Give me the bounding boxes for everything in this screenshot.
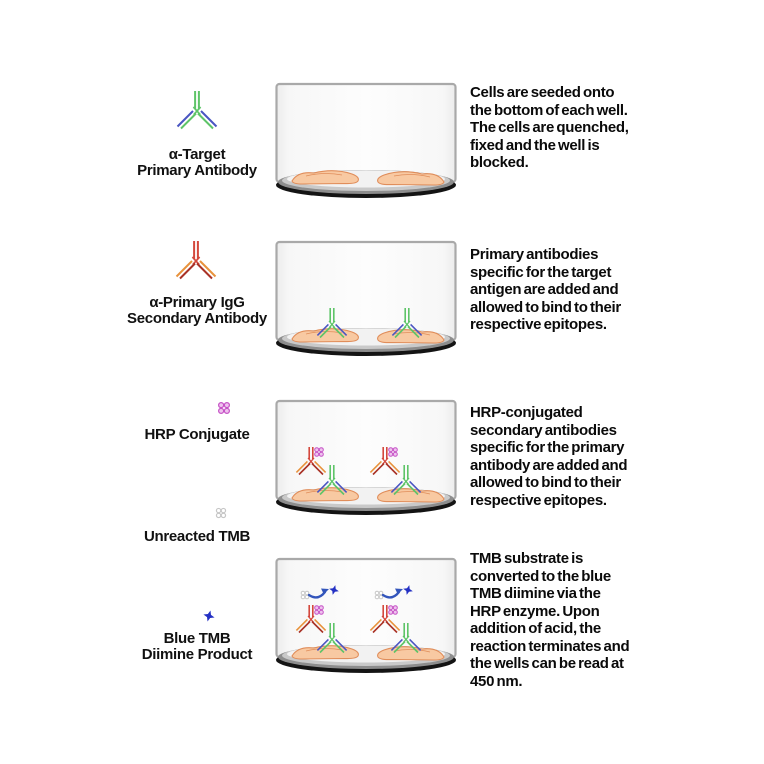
step-4-description: TMB substrate is converted to the blue TMB diimine via the HRP enzyme. Upon addition of acid, the reaction terminates and the wells can be read at 450 nm. bbox=[470, 550, 630, 690]
step-3-description: HRP-conjugated secondary antibodies specific for the primary antibody are added and allowed to bind to their respective epitopes. bbox=[470, 404, 628, 509]
step-1-description: Cells are seeded onto the bottom of each well. The cells are quenched, fixed and the well is blocked. bbox=[470, 84, 629, 171]
well-step-4 bbox=[274, 557, 458, 679]
step-2-description: Primary antibodies specific for the target antigen are added and allowed to bind to their respective epitopes. bbox=[470, 246, 621, 333]
hrp-conjugate-icon bbox=[216, 400, 232, 416]
unreacted-tmb-icon bbox=[213, 505, 229, 521]
well-step-3 bbox=[274, 399, 458, 521]
unreacted-tmb-label: Unreacted TMB bbox=[143, 528, 251, 545]
well-step-1 bbox=[274, 82, 458, 204]
primary-antibody-label: α-Target Primary Antibody bbox=[137, 146, 257, 179]
primary-antibody-icon bbox=[157, 87, 237, 143]
blue-tmb-diimine-icon bbox=[201, 608, 217, 624]
secondary-antibody-icon bbox=[156, 237, 236, 293]
secondary-antibody-label: α-Primary IgG Secondary Antibody bbox=[127, 294, 267, 327]
blue-tmb-diimine-label: Blue TMB Diimine Product bbox=[141, 630, 253, 663]
hrp-conjugate-label: HRP Conjugate bbox=[144, 426, 250, 443]
well-step-2 bbox=[274, 240, 458, 362]
